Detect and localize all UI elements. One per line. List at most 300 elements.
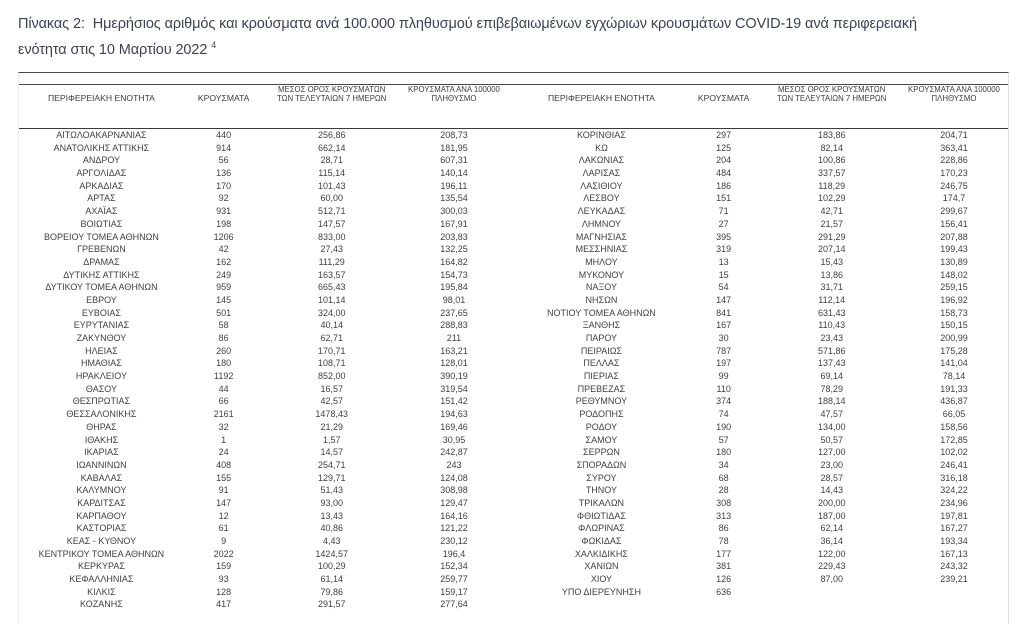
cases-cell: 110 [716, 383, 731, 394]
avg7-cell: 47,57 [820, 409, 843, 420]
cases-cell: 54 [718, 282, 729, 293]
region-cell: ΚΑΒΑΛΑΣ [80, 472, 123, 483]
region-cell: ΚΑΡΠΑΘΟΥ [76, 510, 127, 521]
cases-cell: 190 [716, 421, 732, 432]
table-row [519, 408, 1008, 421]
per100k-cell: 128,01 [440, 358, 468, 369]
cases-cell: 24 [218, 447, 229, 458]
cases-cell: 126 [716, 574, 732, 585]
table-row [519, 231, 1008, 244]
avg7-cell: 102,29 [817, 193, 846, 204]
per100k-cell: 300,03 [440, 206, 468, 217]
avg7-cell: 14,57 [320, 447, 343, 458]
cases-cell: 13 [718, 256, 729, 267]
cases-cell: 56 [218, 155, 229, 166]
table-row [19, 395, 508, 408]
table-row [519, 510, 1008, 523]
per100k-cell: 191,33 [940, 383, 968, 394]
avg7-cell: 291,29 [817, 231, 846, 242]
cases-cell: 162 [216, 256, 232, 267]
table-body [19, 129, 1008, 624]
table-row [19, 218, 508, 231]
table-row [519, 307, 1008, 320]
cases-cell: 395 [716, 231, 732, 242]
per100k-cell: 200,99 [940, 333, 968, 343]
cases-cell: 1206 [213, 231, 234, 242]
avg7-cell: 60,00 [320, 193, 343, 204]
per100k-cell: 363,41 [940, 142, 968, 153]
table-row [519, 560, 1008, 573]
cases-cell: 147 [216, 497, 232, 508]
table-row [19, 459, 508, 472]
region-cell: ΒΟΡΕΙΟΥ ΤΟΜΕΑ ΑΘΗΝΩΝ [44, 231, 159, 242]
table-row [19, 243, 508, 256]
per100k-cell: 140,14 [440, 168, 468, 179]
cases-cell: 78 [718, 536, 729, 546]
per100k-cell: 164,82 [440, 256, 468, 267]
cases-cell: 151 [716, 193, 732, 204]
table-row [19, 573, 508, 586]
region-cell: ΑΡΓΟΛΙΔΑΣ [76, 168, 127, 179]
avg7-cell: 79,86 [320, 586, 343, 597]
avg7-cell: 833,00 [317, 231, 346, 242]
table-row [519, 395, 1008, 408]
region-cell: ΚΑΡΔΙΤΣΑΣ [77, 497, 126, 508]
per100k-cell: 181,95 [440, 142, 468, 153]
table-row [19, 548, 508, 561]
cases-cell: 61 [218, 523, 229, 534]
cases-cell: 484 [716, 168, 732, 179]
cases-cell: 636 [716, 586, 732, 597]
table-row [519, 370, 1008, 383]
cases-cell: 197 [716, 358, 732, 369]
table-row [519, 218, 1008, 231]
per100k-cell: 167,13 [940, 548, 968, 559]
region-cell: ΡΕΘΥΜΝΟΥ [575, 396, 628, 407]
region-cell: ΗΡΑΚΛΕΙΟΥ [75, 371, 127, 382]
cases-cell: 787 [716, 345, 732, 356]
avg7-cell: 13,43 [320, 510, 343, 521]
cases-cell: 57 [718, 434, 729, 445]
table-caption [18, 11, 1010, 63]
avg7-cell: 15,43 [820, 256, 843, 267]
header-left-half [19, 85, 508, 128]
region-cell: ΝΟΤΙΟΥ ΤΟΜΕΑ ΑΘΗΝΩΝ [547, 307, 656, 318]
cases-cell: 42 [218, 244, 229, 255]
region-cell: ΜΗΛΟΥ [585, 256, 618, 267]
left-table-rows [19, 129, 508, 611]
region-cell: ΧΑΝΙΩΝ [584, 561, 619, 572]
avg7-cell: 170,71 [317, 345, 346, 356]
col-header-cases: ΚΡΟΥΣΜΑΤΑ [197, 93, 250, 103]
table-row [519, 129, 1008, 142]
per100k-cell: 242,87 [440, 447, 468, 458]
region-cell: ΜΑΓΝΗΣΙΑΣ [575, 231, 627, 242]
per100k-cell: 98,01 [442, 294, 466, 305]
avg7-cell: 51,43 [320, 485, 343, 496]
region-cell: ΠΡΕΒΕΖΑΣ [577, 383, 626, 394]
per100k-cell: 150,15 [940, 320, 968, 331]
cases-cell: 841 [716, 307, 732, 318]
right-table-rows [519, 129, 1008, 598]
body-right-half [519, 129, 1008, 598]
per100k-cell: 243 [446, 459, 462, 470]
cases-cell: 147 [716, 294, 732, 305]
region-cell: ΘΕΣΣΑΛΟΝΙΚΗΣ [66, 409, 137, 420]
cases-cell: 145 [216, 294, 232, 305]
per100k-cell: 288,83 [440, 320, 468, 331]
avg7-cell: 324,00 [317, 307, 346, 318]
avg7-cell: 1,57 [322, 434, 341, 445]
avg7-cell: 101,14 [317, 294, 346, 305]
region-cell: ΔΥΤΙΚΟΥ ΤΟΜΕΑ ΑΘΗΝΩΝ [45, 282, 158, 293]
per100k-cell: 211 [446, 333, 462, 343]
per100k-cell: 193,34 [940, 536, 968, 546]
avg7-cell: 187,00 [817, 510, 846, 521]
per100k-cell: 243,32 [940, 561, 968, 572]
avg7-cell: 183,86 [817, 130, 846, 140]
covid-regional-table [18, 72, 1009, 624]
per100k-cell: 436,87 [940, 396, 968, 407]
table-row [19, 484, 508, 497]
avg7-cell: 122,00 [817, 548, 846, 559]
avg7-cell: 852,00 [317, 371, 346, 382]
avg7-cell: 147,57 [317, 218, 346, 229]
cases-cell: 136 [216, 168, 232, 179]
per100k-cell: 148,02 [940, 269, 968, 280]
cases-cell: 34 [718, 459, 729, 470]
table-row [519, 256, 1008, 269]
avg7-cell: 229,43 [817, 561, 846, 572]
avg7-cell: 1424,57 [315, 548, 348, 559]
table-row [19, 180, 508, 193]
avg7-cell: 40,86 [320, 523, 343, 534]
cases-cell: 12 [218, 510, 229, 521]
cases-cell: 959 [216, 282, 232, 293]
region-cell: ΜΥΚΟΝΟΥ [578, 269, 625, 280]
region-cell: ΤΡΙΚΑΛΩΝ [578, 497, 625, 508]
region-cell: ΙΚΑΡΙΑΣ [84, 447, 119, 458]
cases-cell: 128 [216, 586, 232, 597]
table-row [519, 345, 1008, 358]
avg7-cell: 112,14 [818, 294, 846, 305]
avg7-cell: 254,71 [317, 459, 346, 470]
region-cell: ΘΗΡΑΣ [86, 421, 117, 432]
cases-cell: 32 [218, 421, 229, 432]
per100k-cell: 194,63 [440, 409, 468, 420]
body-left-half [19, 129, 508, 611]
cases-cell: 408 [216, 459, 232, 470]
region-cell: ΔΡΑΜΑΣ [83, 256, 120, 267]
avg7-cell: 23,43 [820, 333, 843, 343]
region-cell: ΚΟΡΙΝΘΙΑΣ [577, 130, 626, 140]
avg7-cell: 82,14 [820, 142, 843, 153]
region-cell: ΑΡΚΑΔΙΑΣ [79, 180, 124, 191]
avg7-cell: 111,29 [318, 256, 345, 267]
table-row [19, 167, 508, 180]
table-row [519, 522, 1008, 535]
per100k-cell: 66,05 [942, 409, 966, 420]
cases-cell: 9 [221, 536, 227, 546]
per100k-cell: 167,91 [440, 218, 468, 229]
avg7-cell: 23,00 [820, 459, 843, 470]
table-row [19, 421, 508, 434]
region-cell: ΠΕΛΛΑΣ [583, 358, 620, 369]
cases-cell: 125 [716, 142, 732, 153]
region-cell: ΣΠΟΡΑΔΩΝ [576, 459, 627, 470]
per100k-cell: 246,75 [940, 180, 968, 191]
table-row [519, 472, 1008, 485]
avg7-cell: 62,71 [320, 333, 343, 343]
table-row [519, 167, 1008, 180]
col-header-per100k: ΚΡΟΥΣΜΑΤΑ ΑΝΑ 100000 ΠΛΗΘΥΣΜΟ [908, 85, 1000, 103]
region-cell: ΦΘΙΩΤΙΔΑΣ [576, 510, 626, 521]
region-cell: ΡΟΔΟΠΗΣ [579, 409, 624, 420]
per100k-cell: 277,64 [440, 599, 468, 610]
region-cell: ΑΧΑΪΑΣ [85, 206, 118, 217]
avg7-cell: 662,14 [317, 142, 346, 153]
region-cell: ΡΟΔΟΥ [585, 421, 618, 432]
col-header-region: ΠΕΡΙΦΕΡΕΙΑΚΗ ΕΝΟΤΗΤΑ [547, 93, 655, 103]
region-cell: ΛΑΡΙΣΑΣ [582, 168, 621, 179]
per100k-cell: 197,81 [940, 510, 968, 521]
region-cell: ΑΝΔΡΟΥ [82, 155, 121, 166]
region-cell: ΝΗΣΩΝ [585, 294, 618, 305]
per100k-cell [900, 586, 1008, 599]
per100k-cell: 170,23 [940, 168, 968, 179]
per100k-cell: 124,08 [440, 472, 468, 483]
table-row [19, 307, 508, 320]
region-cell: ΑΙΤΩΛΟΑΚΑΡΝΑΝΙΑΣ [56, 130, 147, 140]
cases-cell: 44 [218, 383, 229, 394]
cases-cell: 319 [716, 244, 732, 255]
region-cell: ΓΡΕΒΕΝΩΝ [77, 244, 126, 255]
avg7-cell: 100,86 [817, 155, 846, 166]
per100k-cell: 78,14 [942, 371, 966, 382]
region-cell: ΑΝΑΤΟΛΙΚΗΣ ΑΤΤΙΚΗΣ [53, 142, 150, 153]
region-cell: ΣΕΡΡΩΝ [583, 447, 620, 458]
avg7-cell: 28,71 [320, 155, 343, 166]
cases-cell: 2161 [213, 409, 234, 420]
cases-cell: 58 [218, 320, 229, 331]
table-row [519, 459, 1008, 472]
cases-cell: 501 [216, 307, 232, 318]
table-row [19, 560, 508, 573]
cases-cell: 27 [718, 218, 729, 229]
avg7-cell: 115,14 [318, 168, 346, 179]
per100k-cell: 164,16 [440, 510, 468, 521]
table-row [519, 383, 1008, 396]
cases-cell: 204 [716, 155, 732, 166]
per100k-cell: 154,73 [440, 269, 468, 280]
table-row [19, 192, 508, 205]
avg7-cell: 188,14 [817, 396, 846, 407]
region-cell: ΥΠΟ ΔΙΕΡΕΥΝΗΣΗ [561, 586, 641, 597]
cases-cell: 1192 [213, 371, 234, 382]
avg7-cell: 110,43 [818, 320, 846, 331]
per100k-cell: 259,15 [940, 282, 968, 293]
per100k-cell: 129,47 [440, 497, 468, 508]
table-row [519, 446, 1008, 459]
table-row [19, 332, 508, 345]
region-cell: ΦΛΩΡΙΝΑΣ [578, 523, 625, 534]
region-cell: ΛΗΜΝΟΥ [581, 218, 622, 229]
table-row [519, 269, 1008, 282]
table-row [19, 205, 508, 218]
avg7-cell: 13,86 [820, 269, 843, 280]
col-header-per100k: ΚΡΟΥΣΜΑΤΑ ΑΝΑ 100000 ΠΛΗΘΥΣΜΟ [408, 85, 500, 103]
avg7-cell: 337,57 [817, 168, 846, 179]
avg7-cell: 200,00 [817, 497, 846, 508]
avg7-cell: 40,14 [320, 320, 343, 331]
table-row [519, 332, 1008, 345]
avg7-cell: 93,00 [320, 497, 343, 508]
region-cell: ΚΕΑΣ - ΚΥΘΝΟΥ [66, 536, 137, 546]
cases-cell: 91 [218, 485, 229, 496]
cases-cell: 914 [216, 142, 232, 153]
table-row [519, 192, 1008, 205]
cases-cell: 931 [216, 206, 232, 217]
region-cell: ΣΑΜΟΥ [585, 434, 618, 445]
table-row [519, 142, 1008, 155]
table-row [519, 154, 1008, 167]
avg7-cell: 21,29 [320, 421, 343, 432]
region-cell: ΣΥΡΟΥ [586, 472, 617, 483]
avg7-cell: 665,43 [317, 282, 346, 293]
table-row [519, 497, 1008, 510]
avg7-cell: 16,57 [320, 383, 343, 394]
caption-line2: ενότητα στις 10 Μαρτίου 2022 [18, 42, 212, 58]
cases-cell: 374 [716, 396, 732, 407]
avg7-cell: 4,43 [322, 536, 341, 546]
table-row [19, 281, 508, 294]
avg7-cell: 118,29 [818, 180, 846, 191]
per100k-cell: 228,86 [940, 155, 968, 166]
region-cell: ΙΘΑΚΗΣ [84, 434, 119, 445]
per100k-cell: 316,18 [940, 472, 968, 483]
cases-cell: 313 [716, 510, 732, 521]
region-cell: ΗΜΑΘΙΑΣ [80, 358, 122, 369]
avg7-cell: 571,86 [817, 345, 846, 356]
per100k-cell: 230,12 [440, 536, 468, 546]
avg7-cell: 108,71 [317, 358, 346, 369]
table-row [519, 484, 1008, 497]
table-row [519, 281, 1008, 294]
table-row [19, 142, 508, 155]
table-row [19, 446, 508, 459]
avg7-cell: 14,43 [820, 485, 843, 496]
table-row [519, 205, 1008, 218]
per100k-cell: 319,54 [440, 383, 468, 394]
table-row [19, 231, 508, 244]
avg7-cell: 21,57 [820, 218, 843, 229]
per100k-cell: 390,19 [440, 371, 468, 382]
table-header-row [19, 85, 1008, 129]
avg7-cell: 61,14 [320, 574, 343, 585]
cases-cell: 99 [718, 371, 729, 382]
cases-cell: 249 [216, 269, 232, 280]
per100k-cell: 199,43 [940, 244, 968, 255]
cases-cell: 93 [218, 574, 229, 585]
avg7-cell: 31,71 [820, 282, 843, 293]
region-cell: ΦΩΚΙΔΑΣ [581, 536, 622, 546]
avg7-cell: 78,29 [820, 383, 843, 394]
region-cell: ΜΕΣΣΗΝΙΑΣ [575, 244, 628, 255]
cases-cell: 28 [718, 485, 729, 496]
cases-cell: 155 [216, 472, 232, 483]
avg7-cell [763, 586, 899, 599]
per100k-cell: 324,22 [940, 485, 968, 496]
per100k-cell: 163,21 [440, 345, 468, 356]
avg7-cell: 28,57 [820, 472, 843, 483]
cases-cell: 1 [221, 434, 227, 445]
region-cell: ΛΕΥΚΑΔΑΣ [577, 206, 626, 217]
table-row [19, 345, 508, 358]
col-header-avg7: ΜΕΣΟΣ ΟΡΟΣ ΚΡΟΥΣΜΑΤΩΝ ΤΩΝ ΤΕΛΕΥΤΑΙΩΝ 7 ΗΜΕΡΩΝ [277, 85, 387, 103]
region-cell: ΚΩ [595, 142, 608, 153]
per100k-cell: 130,89 [940, 256, 968, 267]
cases-cell: 74 [718, 409, 729, 420]
table-row [19, 472, 508, 485]
cases-cell: 66 [218, 396, 229, 407]
region-cell: ΧΙΟΥ [590, 574, 613, 585]
cases-cell: 198 [216, 218, 232, 229]
table-row [519, 180, 1008, 193]
cases-cell: 297 [716, 130, 732, 140]
cases-cell: 177 [716, 548, 732, 559]
per100k-cell: 239,21 [940, 574, 968, 585]
table-row [519, 434, 1008, 447]
table-row [19, 357, 508, 370]
top-double-rule [19, 73, 1008, 85]
per100k-cell: 207,88 [940, 231, 968, 242]
region-cell: ΕΥΒΟΙΑΣ [81, 307, 121, 318]
per100k-cell: 607,31 [440, 155, 468, 166]
avg7-cell: 42,57 [320, 396, 343, 407]
per100k-cell: 172,85 [940, 434, 968, 445]
per100k-cell: 203,83 [440, 231, 468, 242]
table-row [19, 497, 508, 510]
region-cell: ΕΥΡΥΤΑΝΙΑΣ [73, 320, 130, 331]
avg7-cell: 256,86 [317, 130, 346, 140]
table-row [19, 256, 508, 269]
table-row [19, 129, 508, 142]
table-row [519, 535, 1008, 548]
footnote-reference: 4 [211, 40, 217, 51]
table-row [19, 522, 508, 535]
table-row [519, 319, 1008, 332]
per100k-cell: 308,98 [440, 485, 468, 496]
table-row [519, 586, 1008, 599]
cases-cell: 260 [216, 345, 232, 356]
table-row [519, 421, 1008, 434]
region-cell: ΠΑΡΟΥ [585, 333, 618, 343]
region-cell: ΝΑΞΟΥ [585, 282, 617, 293]
region-cell: ΠΙΕΡΙΑΣ [583, 371, 619, 382]
avg7-cell: 631,43 [817, 307, 846, 318]
per100k-cell: 121,22 [440, 523, 468, 534]
avg7-cell: 27,43 [320, 244, 343, 255]
per100k-cell: 132,25 [440, 244, 468, 255]
table-row [19, 510, 508, 523]
per100k-cell: 195,84 [440, 282, 468, 293]
cases-cell: 15 [718, 269, 729, 280]
cases-cell: 308 [716, 497, 732, 508]
region-cell: ΚΟΖΑΝΗΣ [80, 599, 123, 610]
region-cell: ΛΕΣΒΟΥ [583, 193, 620, 204]
per100k-cell: 299,67 [940, 206, 968, 217]
cases-cell: 30 [718, 333, 729, 343]
